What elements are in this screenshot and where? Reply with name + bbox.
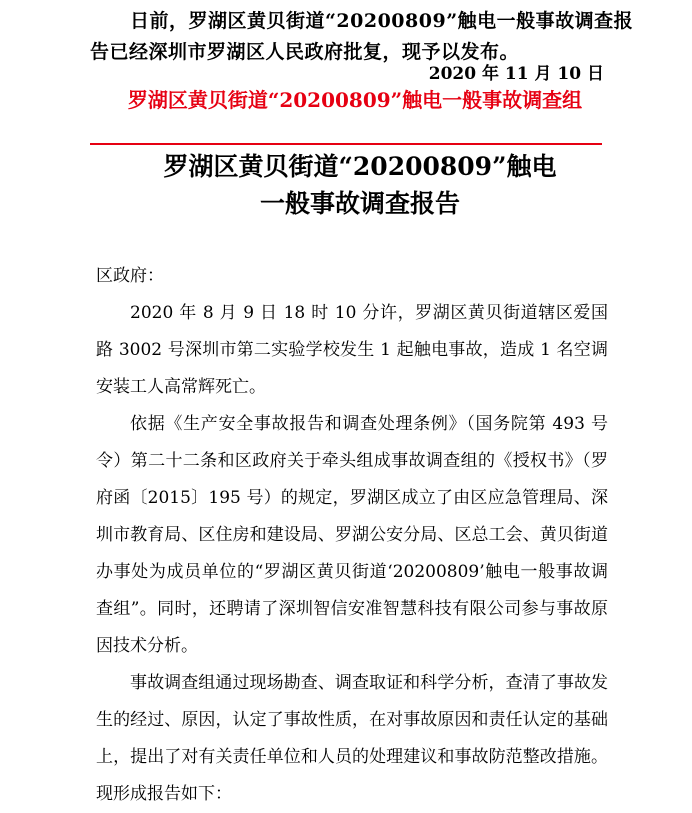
report-title-line-2: 一般事故调查报告 xyxy=(259,189,460,218)
issuing-body: 罗湖区黄贝街道“20200809”触电一般事故调查组 xyxy=(127,88,583,112)
report-title xyxy=(90,148,630,222)
report-body xyxy=(96,258,608,813)
paragraph-findings: 事故调查组通过现场勘查、调查取证和科学分析，查清了事故发生的经过、原因，认定了事故性质，在对事故原因和责任认定的基础上，提出了对有关责任单位和人员的处理建议和事故防范整改措施。现形成报告如下： xyxy=(96,673,608,804)
salutation: 区政府： xyxy=(96,266,164,286)
report-title-line-1: 罗湖区黄贝街道“20200809”触电 xyxy=(163,152,557,181)
publication-date: 2020 年 11 月 10 日 xyxy=(428,64,604,84)
red-divider-line xyxy=(90,143,602,145)
publication-notice: 日前，罗湖区黄贝街道“20200809”触电一般事故调查报告已经深圳市罗湖区人民政府批复，现予以发布。 xyxy=(90,10,634,63)
paragraph-incident: 2020 年 8 月 9 日 18 时 10 分许，罗湖区黄贝街道辖区爱国路 3002 号深圳市第二实验学校发生 1 起触电事故，造成 1 名空调安装工人高常辉死亡。 xyxy=(96,303,608,397)
paragraph-investigation-basis: 依据《生产安全事故报告和调查处理条例》（国务院第 493 号令）第二十二条和区政府关于牵头组成事故调查组的《授权书》（罗府函〔2015〕195 号）的规定，罗湖区成立了由区应急管理局、深圳市教育局、区住房和建设局、罗湖公安分局、区总工会、黄贝街道办事处为成员单位的“罗湖区黄贝街道‘20200809’触电一般事故调查组”。同时，还聘请了深圳智信安准智慧科技有限公司参与事故原因技术分析。 xyxy=(96,414,608,656)
